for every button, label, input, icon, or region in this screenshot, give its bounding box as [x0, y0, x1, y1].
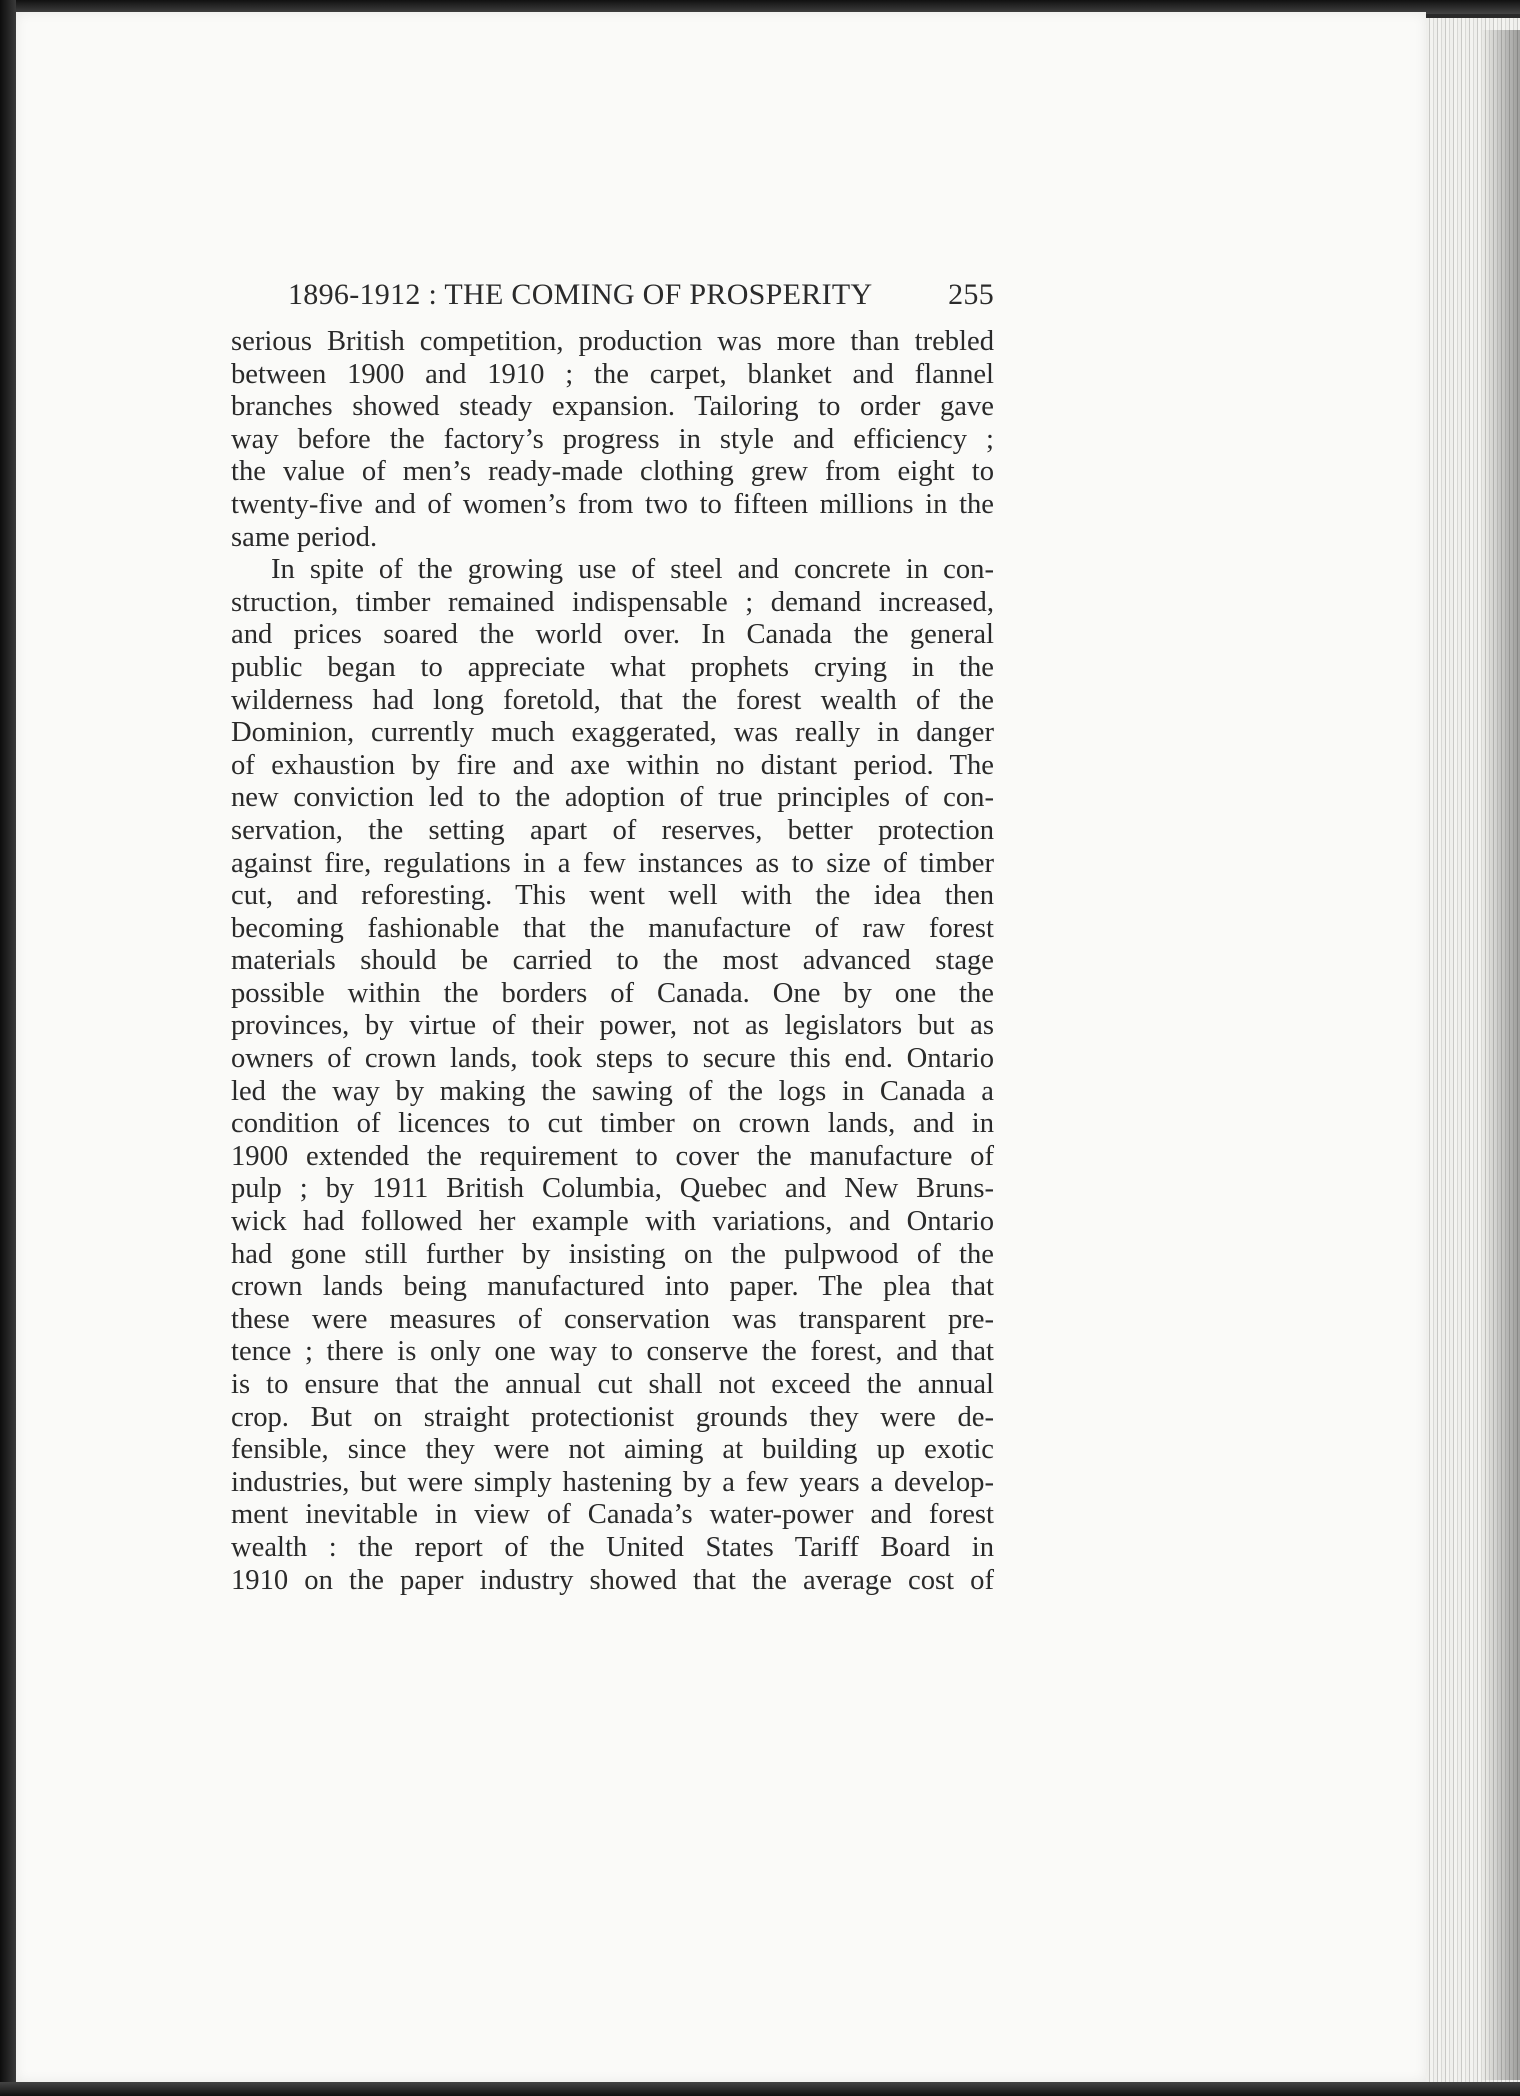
- text-line: wealth : the report of the United States Tariff Board in: [231, 1531, 994, 1563]
- scan-bottom-edge: [0, 2082, 1520, 2096]
- text-line: struction, timber remained indispensable ; demand increased,: [231, 586, 994, 618]
- text-line: pulp ; by 1911 British Columbia, Quebec and New Bruns-: [231, 1173, 994, 1205]
- text-line: against fire, regulations in a few instances as to size of timber: [231, 847, 994, 879]
- paragraph-1: [231, 326, 994, 554]
- text-line: branches showed steady expansion. Tailoring to order gave: [231, 391, 994, 423]
- text-line: and prices soared the world over. In Canada the general: [231, 619, 994, 651]
- text-line: these were measures of conservation was transparent pre-: [231, 1303, 994, 1335]
- text-line: Dominion, currently much exaggerated, was really in danger: [231, 717, 994, 749]
- text-line: materials should be carried to the most advanced stage: [231, 945, 994, 977]
- text-line: becoming fashionable that the manufacture of raw forest: [231, 912, 994, 944]
- text-line: provinces, by virtue of their power, not as legislators but as: [231, 1010, 994, 1042]
- text-line: is to ensure that the annual cut shall not exceed the annual: [231, 1369, 994, 1400]
- text-line: same period.: [231, 521, 378, 553]
- text-line: servation, the setting apart of reserves, better protection: [231, 814, 994, 846]
- book-spine-edge: [0, 0, 16, 2096]
- text-line: possible within the borders of Canada. One by one the: [231, 977, 994, 1009]
- text-line: public began to appreciate what prophets crying in the: [231, 651, 994, 683]
- text-line: had gone still further by insisting on the pulpwood of the: [231, 1238, 994, 1270]
- page-stack-shadow: [1480, 30, 1520, 2080]
- text-line: way before the factory’s progress in style and efficiency ;: [231, 423, 994, 455]
- text-line: ment inevitable in view of Canada’s water-power and forest: [231, 1499, 994, 1531]
- text-line: condition of licences to cut timber on crown lands, and in: [231, 1108, 994, 1140]
- text-line: twenty-five and of women’s from two to fifteen millions in the: [231, 488, 994, 520]
- text-line: fensible, since they were not aiming at building up exotic: [231, 1434, 994, 1466]
- text-line: wick had followed her example with variations, and Ontario: [231, 1206, 994, 1238]
- text-line: cut, and reforesting. This went well with the idea then: [231, 880, 994, 912]
- text-line: wilderness had long foretold, that the forest wealth of the: [231, 684, 994, 716]
- text-line: tence ; there is only one way to conserve the forest, and that: [231, 1336, 994, 1368]
- text-line: owners of crown lands, took steps to secure this end. Ontario: [231, 1043, 994, 1075]
- text-line: serious British competition, production was more than trebled: [231, 326, 994, 357]
- page-number: 255: [948, 278, 994, 311]
- text-line: between 1900 and 1910 ; the carpet, blanket and flannel: [231, 358, 994, 390]
- page-header: [288, 278, 994, 322]
- paragraph-2: [231, 554, 994, 1597]
- text-line: In spite of the growing use of steel and concrete in con-: [271, 554, 994, 586]
- text-line: led the way by making the sawing of the logs in Canada a: [231, 1075, 994, 1107]
- text-line: 1910 on the paper industry showed that the average cost of: [231, 1564, 994, 1596]
- text-line: crop. But on straight protectionist grounds they were de-: [231, 1401, 994, 1433]
- text-line: crown lands being manufactured into paper. The plea that: [231, 1271, 994, 1303]
- text-line: 1900 extended the requirement to cover the manufacture of: [231, 1140, 994, 1172]
- text-line: industries, but were simply hastening by a few years a develop-: [231, 1466, 994, 1498]
- running-head: 1896-1912 : THE COMING OF PROSPERITY: [288, 278, 873, 311]
- text-line: new conviction led to the adoption of true principles of con-: [231, 782, 994, 814]
- text-line: the value of men’s ready-made clothing grew from eight to: [231, 456, 994, 488]
- body-text: [231, 326, 994, 1597]
- text-line: of exhaustion by fire and axe within no distant period. The: [231, 749, 994, 781]
